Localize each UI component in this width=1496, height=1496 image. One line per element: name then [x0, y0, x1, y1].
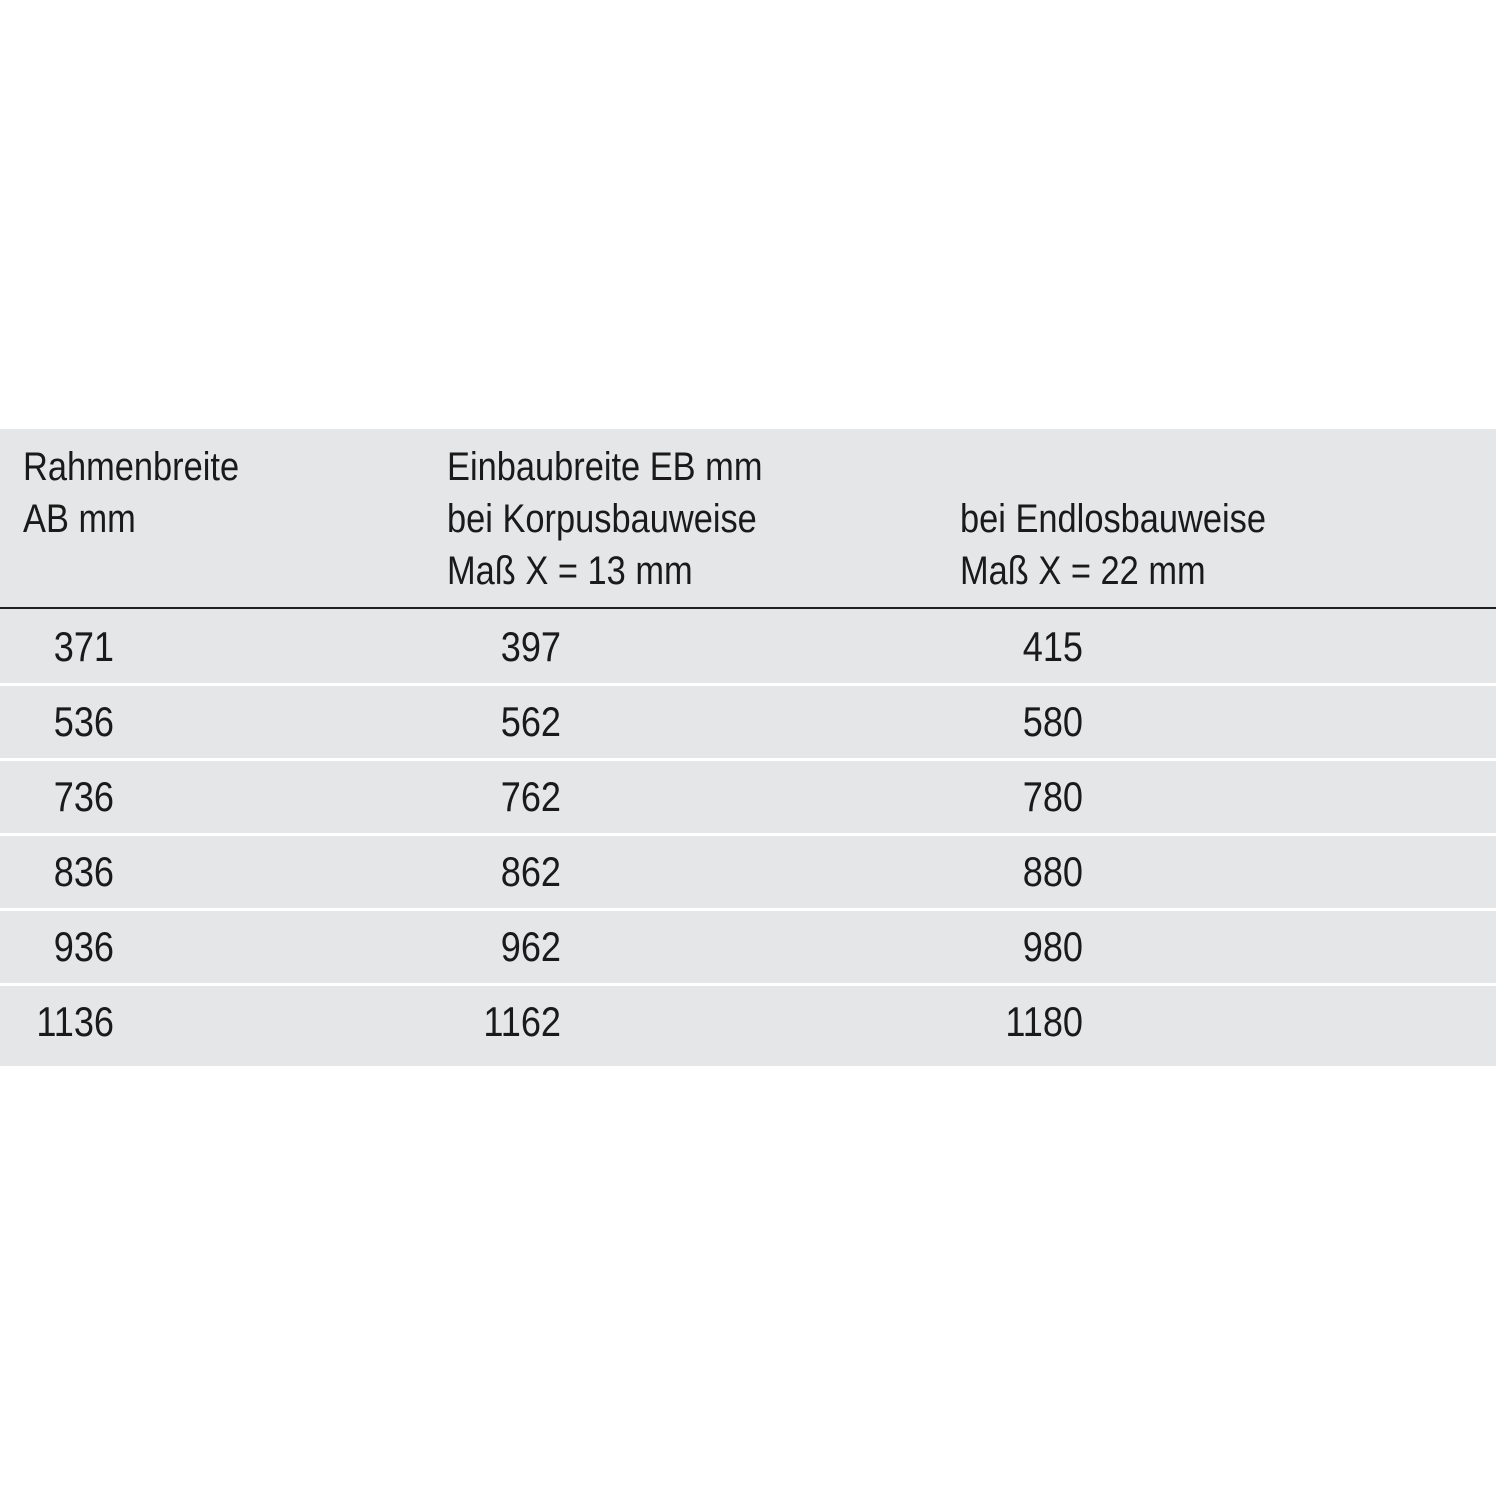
- header-col2-line2: bei Korpusbauweise: [447, 497, 757, 541]
- cell-endlosbauweise: 580: [1022, 698, 1083, 745]
- cell-korpusbauweise: 562: [500, 698, 561, 745]
- header-col1-line1: Rahmenbreite: [23, 445, 240, 489]
- dimension-table: [0, 429, 1496, 1066]
- cell-rahmenbreite: 371: [53, 623, 114, 670]
- header-col2-line1: Einbaubreite EB mm: [447, 445, 763, 489]
- table-row: [0, 610, 1496, 686]
- cell-endlosbauweise: 980: [1022, 923, 1083, 970]
- table-row: [0, 985, 1496, 1058]
- header-col1-line2: AB mm: [23, 497, 136, 541]
- table-row: [0, 835, 1496, 911]
- header-col2-line3: Maß X = 13 mm: [447, 549, 693, 593]
- cell-korpusbauweise: 962: [500, 923, 561, 970]
- header-col3-line2: Maß X = 22 mm: [960, 549, 1206, 593]
- table-row: [0, 910, 1496, 986]
- cell-rahmenbreite: 1136: [36, 998, 114, 1045]
- cell-rahmenbreite: 536: [53, 698, 114, 745]
- cell-korpusbauweise: 762: [500, 773, 561, 820]
- table-row: [0, 760, 1496, 836]
- cell-rahmenbreite: 836: [53, 848, 114, 895]
- cell-endlosbauweise: 1180: [1005, 998, 1083, 1045]
- table-row: [0, 685, 1496, 761]
- table-header: [0, 429, 1496, 609]
- cell-korpusbauweise: 1162: [483, 998, 561, 1045]
- cell-rahmenbreite: 936: [53, 923, 114, 970]
- cell-endlosbauweise: 880: [1022, 848, 1083, 895]
- header-col3-line1: bei Endlosbauweise: [960, 497, 1266, 541]
- cell-rahmenbreite: 736: [53, 773, 114, 820]
- cell-korpusbauweise: 397: [500, 623, 561, 670]
- cell-endlosbauweise: 780: [1022, 773, 1083, 820]
- cell-endlosbauweise: 415: [1022, 623, 1083, 670]
- cell-korpusbauweise: 862: [500, 848, 561, 895]
